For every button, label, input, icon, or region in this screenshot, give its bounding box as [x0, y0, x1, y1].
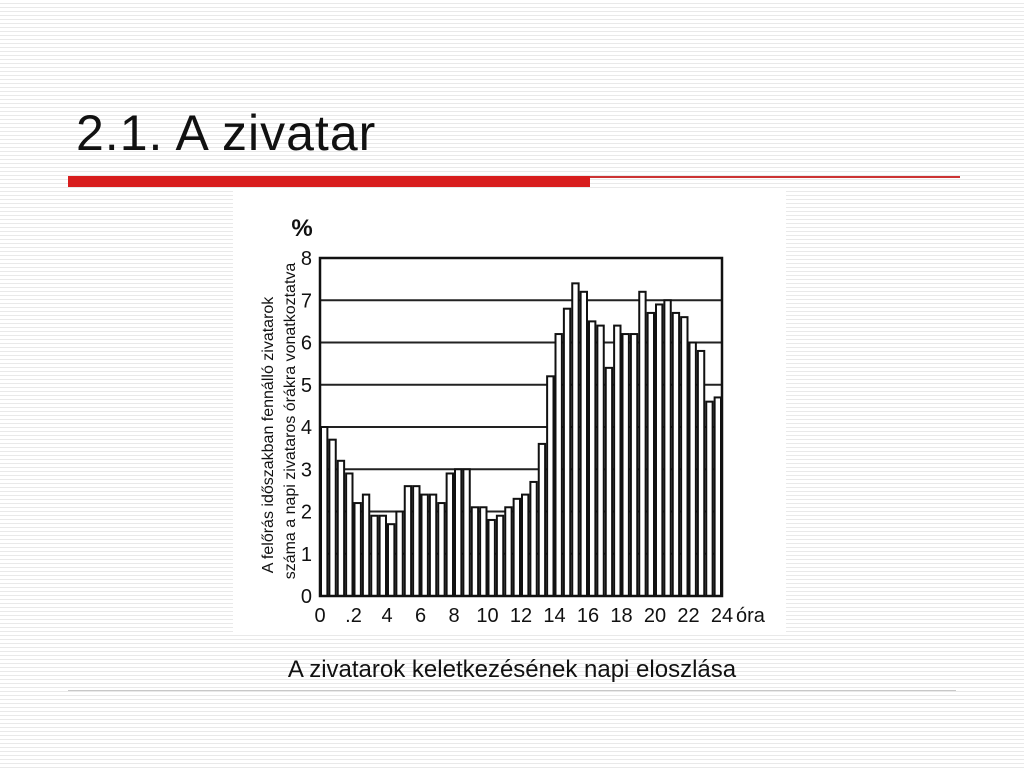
x-tick-label-22: 22 [677, 605, 700, 627]
x-tick-label-0: 0 [314, 605, 326, 627]
y-tick-label-6: 6 [300, 332, 312, 355]
bar-36 [623, 334, 629, 596]
bar-18 [472, 507, 478, 596]
bar-1 [329, 440, 335, 596]
x-tick-label-14: 14 [543, 605, 566, 627]
x-axis-unit: óra [736, 605, 765, 627]
bar-9 [396, 512, 402, 597]
bar-23 [514, 499, 520, 596]
x-tick-label-24: 24 [710, 605, 734, 627]
bar-40 [656, 304, 662, 596]
bar-19 [480, 507, 486, 596]
y-tick-label-4: 4 [300, 417, 312, 439]
x-tick-label-4: 4 [381, 605, 393, 627]
x-tick-label-10: 10 [476, 605, 499, 627]
chart-caption: A zivatarok keletkezésének napi eloszlása [287, 656, 737, 683]
bar-12 [422, 495, 428, 596]
y-tick-label-0: 0 [300, 586, 312, 608]
footer-divider [68, 690, 956, 691]
y-axis-label-line2: száma a napi zivataros órákra vonatkoztatva [282, 262, 299, 580]
bar-44 [690, 343, 696, 597]
bar-0 [321, 427, 327, 596]
bar-29 [564, 309, 570, 596]
daily-thunderstorm-chart [233, 190, 786, 635]
bar-41 [664, 300, 670, 596]
bar-16 [455, 469, 461, 596]
x-tick-label-18: 18 [610, 605, 633, 627]
bar-5 [363, 495, 369, 596]
slide-title: 2.1. A zivatar [76, 105, 377, 161]
bar-27 [547, 376, 553, 596]
x-tick-label-6: 6 [414, 605, 427, 627]
bar-25 [530, 482, 536, 596]
title-underline-red [68, 176, 590, 187]
bar-17 [463, 469, 469, 596]
bar-38 [639, 292, 645, 596]
bar-39 [648, 313, 654, 596]
y-axis-label-line1: A felőrás időszakban fennálló zivatarok [260, 296, 277, 574]
y-tick-label-7: 7 [300, 290, 312, 313]
bar-2 [338, 461, 344, 596]
bar-4 [355, 503, 361, 596]
bar-33 [597, 326, 603, 596]
bar-22 [505, 507, 511, 596]
bar-35 [614, 326, 620, 596]
y-tick-label-8: 8 [300, 248, 312, 270]
y-tick-label-5: 5 [300, 374, 312, 397]
bar-46 [706, 402, 712, 596]
bar-43 [681, 317, 687, 596]
bar-31 [581, 292, 587, 596]
x-tick-label-8: 8 [448, 605, 460, 627]
bar-32 [589, 321, 595, 596]
bar-21 [497, 516, 503, 596]
bar-11 [413, 486, 419, 596]
bar-26 [539, 444, 545, 596]
bar-3 [346, 473, 352, 596]
bar-37 [631, 334, 637, 596]
bar-20 [489, 520, 495, 596]
bar-47 [715, 397, 721, 596]
y-tick-label-2: 2 [300, 501, 312, 524]
bar-24 [522, 495, 528, 596]
chart-figure [233, 190, 786, 635]
x-tick-label-20: 20 [643, 605, 667, 627]
bar-8 [388, 524, 394, 596]
bar-6 [371, 516, 377, 596]
x-tick-label-12: 12 [509, 605, 533, 627]
title-underline-thin [590, 176, 960, 178]
bar-28 [556, 334, 562, 596]
y-axis-unit: % [291, 215, 313, 242]
x-tick-label-16: 16 [576, 605, 600, 627]
bar-15 [447, 473, 453, 596]
x-tick-label-2: .2 [345, 605, 362, 627]
y-tick-label-1: 1 [300, 543, 312, 566]
bar-34 [606, 368, 612, 596]
bar-14 [438, 503, 444, 596]
y-tick-label-3: 3 [300, 459, 312, 482]
bar-30 [572, 283, 578, 596]
bar-45 [698, 351, 704, 596]
bar-7 [380, 516, 386, 596]
bar-10 [405, 486, 411, 596]
bar-42 [673, 313, 679, 596]
bar-13 [430, 495, 436, 596]
